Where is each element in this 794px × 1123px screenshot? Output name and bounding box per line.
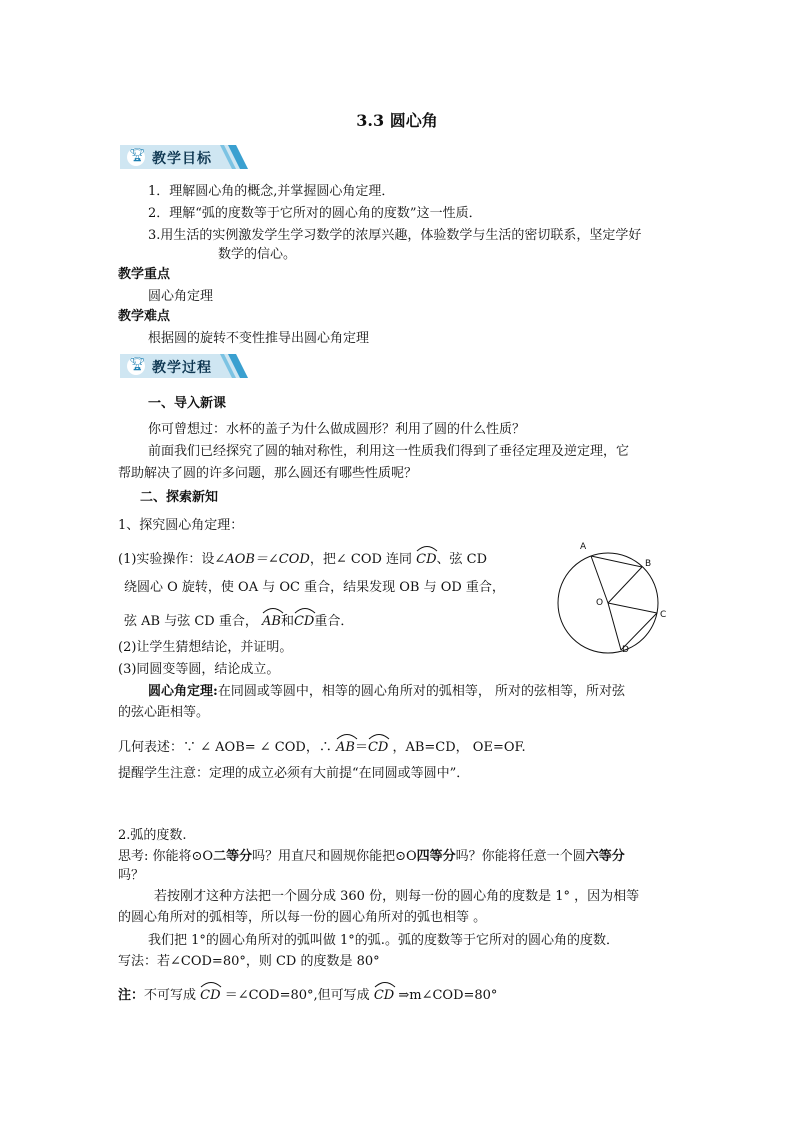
goal-item-3-cont: 数学的信心。 <box>218 247 297 262</box>
goal-item-2: 2．理解“弧的度数等于它所对的圆心角的度数”这一性质． <box>148 206 482 221</box>
theorem-label: 圆心角定理: <box>148 684 218 699</box>
arc-label: CD <box>373 988 395 1003</box>
geo-text: 几何表述：∵ ∠ AOB= ∠ COD，∴ <box>118 740 332 755</box>
arc-mark <box>262 606 284 614</box>
difficulty-text: 根据圆的旋转不变性推导出圆心角定理 <box>148 331 370 346</box>
note-label: 注： <box>118 988 145 1003</box>
arc-cd <box>294 610 314 632</box>
think-text: 思考: 你能将⊙O <box>118 849 214 864</box>
arc-mark <box>416 544 438 552</box>
remind-text: 提醒学生注意：定理的成立必须有大前提“在同圆或等圆中”． <box>118 766 470 781</box>
banner-goals-label: 教学目标 <box>152 151 212 167</box>
page-title: 3.3 圆心角 <box>356 111 438 130</box>
think-line-end: 吗？ <box>118 868 145 883</box>
banner-process-label: 教学过程 <box>152 360 212 376</box>
step2-text: (2)让学生猜想结论，并证明。 <box>118 640 293 655</box>
section2-heading: 二、探索新知 <box>140 490 219 505</box>
think-emphasis: 六等分 <box>585 849 625 864</box>
circle-figure <box>555 536 675 660</box>
paragraph-a1: 若按刚才这种方法把一个圆分成 360 份，则每一份的圆心角的度数是 1° ，因为相等 <box>154 889 640 904</box>
arc-mark <box>294 606 316 614</box>
point-label-d: D <box>622 645 629 655</box>
step1-line-c <box>124 610 353 632</box>
angle-equation: AOB＝∠COD <box>225 552 310 567</box>
arc-label: AB <box>261 614 281 629</box>
step1-text: ，把∠ COD 连同 <box>309 552 413 567</box>
point-label-b: B <box>645 559 652 569</box>
think-text: 吗？用直尺和圆规你能把⊙O <box>252 849 417 864</box>
step1-text: 、弦 CD <box>436 552 488 567</box>
goal-item-1: 1．理解圆心角的概念,并掌握圆心角定理． <box>148 184 395 199</box>
point-label-o: O <box>596 598 604 608</box>
difficulty-heading: 教学难点 <box>118 309 171 324</box>
arc-cd <box>374 984 394 1006</box>
key-point-heading: 教学重点 <box>118 267 171 282</box>
radius-ob <box>608 567 642 603</box>
arc-ab <box>336 736 355 758</box>
step1-text: 重合． <box>314 614 354 629</box>
arc-label: CD <box>200 988 221 1003</box>
arc-label: CD <box>293 614 315 629</box>
paragraph-a2: 的圆心角所对的弧相等，所以每一份的圆心角所对的弧也相等 。 <box>118 910 487 925</box>
step1-line-b: 绕圆心 O 旋转，使 OA 与 OC 重合，结果发现 OB 与 OD 重合， <box>124 580 505 595</box>
think-text: 吗？你能将任意一个圆 <box>455 849 586 864</box>
step3-text: (3)同圆变等圆，结论成立。 <box>118 662 280 677</box>
arc-cd <box>416 548 436 570</box>
arc-label: CD <box>416 552 437 567</box>
step1-text: 弦 AB 与弦 CD 重合， <box>124 614 258 629</box>
theorem-line-2: 的弦心距相等。 <box>118 705 210 720</box>
arc-mark <box>374 980 396 988</box>
geo-text: ，AB=CD， OE=OF. <box>392 740 526 755</box>
geometric-statement <box>118 736 526 758</box>
theorem-line-1 <box>148 682 625 702</box>
trophy-icon: 🏆︎ <box>129 148 146 163</box>
note-text: ∠COD=80° <box>421 988 498 1003</box>
radius-od <box>608 603 621 650</box>
radius-oa <box>591 556 608 603</box>
section1-paragraph-2a: 前面我们已经探究了圆的轴对称性，利用这一性质我们得到了垂径定理及逆定理，它 <box>148 444 630 459</box>
section1-paragraph-2b: 帮助解决了圆的许多问题，那么圆还有哪些性质呢？ <box>118 466 418 481</box>
note-line <box>118 984 497 1006</box>
radius-oc <box>608 603 657 613</box>
theorem-text: 在同圆或等圆中，相等的圆心角所对的弧相等， 所对的弦相等，所对弦 <box>217 684 625 699</box>
point-label-c: C <box>660 610 667 620</box>
note-text: 不可写成 <box>144 988 197 1003</box>
section1-paragraph-1: 你可曾想过：水杯的盖子为什么做成圆形？利用了圆的什么性质？ <box>148 422 526 437</box>
arc-mark <box>368 732 390 740</box>
arc-label: AB <box>335 740 355 755</box>
explore-title: 1、探究圆心角定理： <box>118 518 244 533</box>
chord-ab <box>591 556 642 567</box>
implies-symbol: ⇒m <box>398 988 422 1003</box>
think-emphasis: 四等分 <box>416 849 456 864</box>
key-point-text: 圆心角定理 <box>148 289 214 304</box>
arc-label: CD <box>367 740 389 755</box>
step1-text: 和 <box>280 614 294 629</box>
section-banner-goals <box>120 145 248 169</box>
arc-cd <box>368 736 388 758</box>
think-emphasis: 二等分 <box>213 849 253 864</box>
section1-heading: 一、导入新课 <box>148 396 227 411</box>
note-text: ＝∠COD=80°,但可写成 <box>224 988 370 1003</box>
arc-mark <box>200 980 222 988</box>
section-banner-process <box>120 354 248 378</box>
step1-text: (1)实验操作：设∠ <box>118 552 226 567</box>
paragraph-c: 写法：若∠COD=80°，则 CD 的度数是 80° <box>118 954 380 969</box>
arc-ab <box>262 610 281 632</box>
goal-item-3: 3.用生活的实例激发学生学习数学的浓厚兴趣，体验数学与生活的密切联系，坚定学好 <box>148 228 642 243</box>
geo-text: ＝ <box>354 740 368 755</box>
arc-cd <box>200 984 220 1006</box>
think-line <box>118 847 625 867</box>
degree-title: 2.弧的度数. <box>118 828 187 843</box>
step1-line-a <box>118 548 487 570</box>
arc-mark <box>336 732 358 740</box>
paragraph-b: 我们把 1°的圆心角所对的弧叫做 1°的弧.。弧的度数等于它所对的圆心角的度数． <box>148 933 619 948</box>
trophy-icon: 🏆︎ <box>129 357 146 372</box>
point-label-a: A <box>580 542 587 552</box>
